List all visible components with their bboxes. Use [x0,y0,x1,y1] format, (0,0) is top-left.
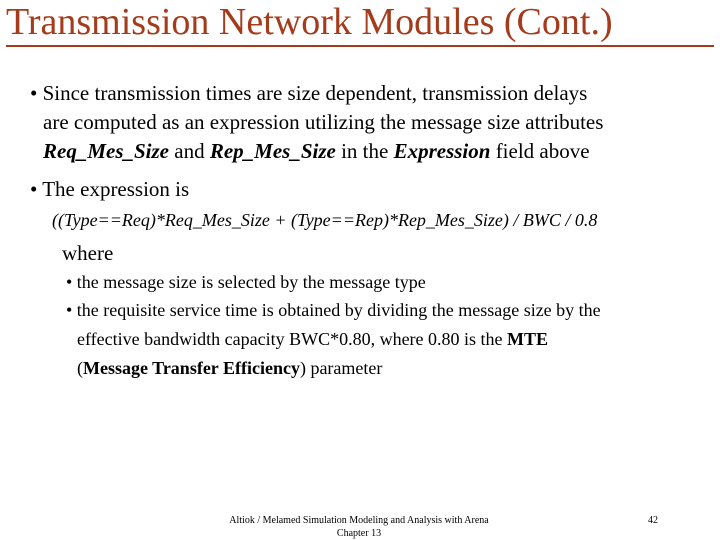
bullet-1-line-3 [43,138,590,164]
slide-footer [214,514,504,540]
in-the-text: in the [335,139,394,163]
where-label: where [62,241,114,265]
title-underline [6,45,714,47]
req-mes-size-term: Req_Mes_Size [43,139,169,163]
bullet-1-line-1: • Since transmission times are size dependent, transmission delays [30,81,588,105]
and-text: and [169,139,210,163]
expression-formula: ((Type==Req)*Req_Mes_Size + (Type==Rep)*Rep_Mes_Size) / BWC / 0.8 [52,210,598,230]
slide-title: Transmission Network Modules (Cont.) [6,1,613,43]
bullet-1-line-2: are computed as an expression utilizing the message size attributes [43,110,604,134]
bwc-text: effective bandwidth capacity BWC*0.80, where 0.80 is the [77,329,508,349]
parameter-text: ) parameter [299,358,383,378]
page-number: 42 [648,515,658,526]
footer-line-1: Altiok / Melamed Simulation Modeling and Analysis with Arena [229,515,489,526]
bullet-2-text: • The expression is [30,177,190,201]
sub-bullet-2-line-1: • the requisite service time is obtained by dividing the message size by the [66,300,601,320]
sub-bullet-1: • the message size is selected by the message type [66,272,426,292]
message-transfer-efficiency-term: Message Transfer Efficiency [83,358,300,378]
sub-bullet-2-line-3 [77,356,382,380]
field-above-text: field above [490,139,590,163]
mte-term: MTE [507,329,549,349]
open-paren: ( [77,358,83,378]
sub-bullet-2-line-2 [77,327,548,351]
footer-line-2: Chapter 13 [336,528,382,539]
rep-mes-size-term: Rep_Mes_Size [209,139,336,163]
expression-term: Expression [393,139,491,163]
